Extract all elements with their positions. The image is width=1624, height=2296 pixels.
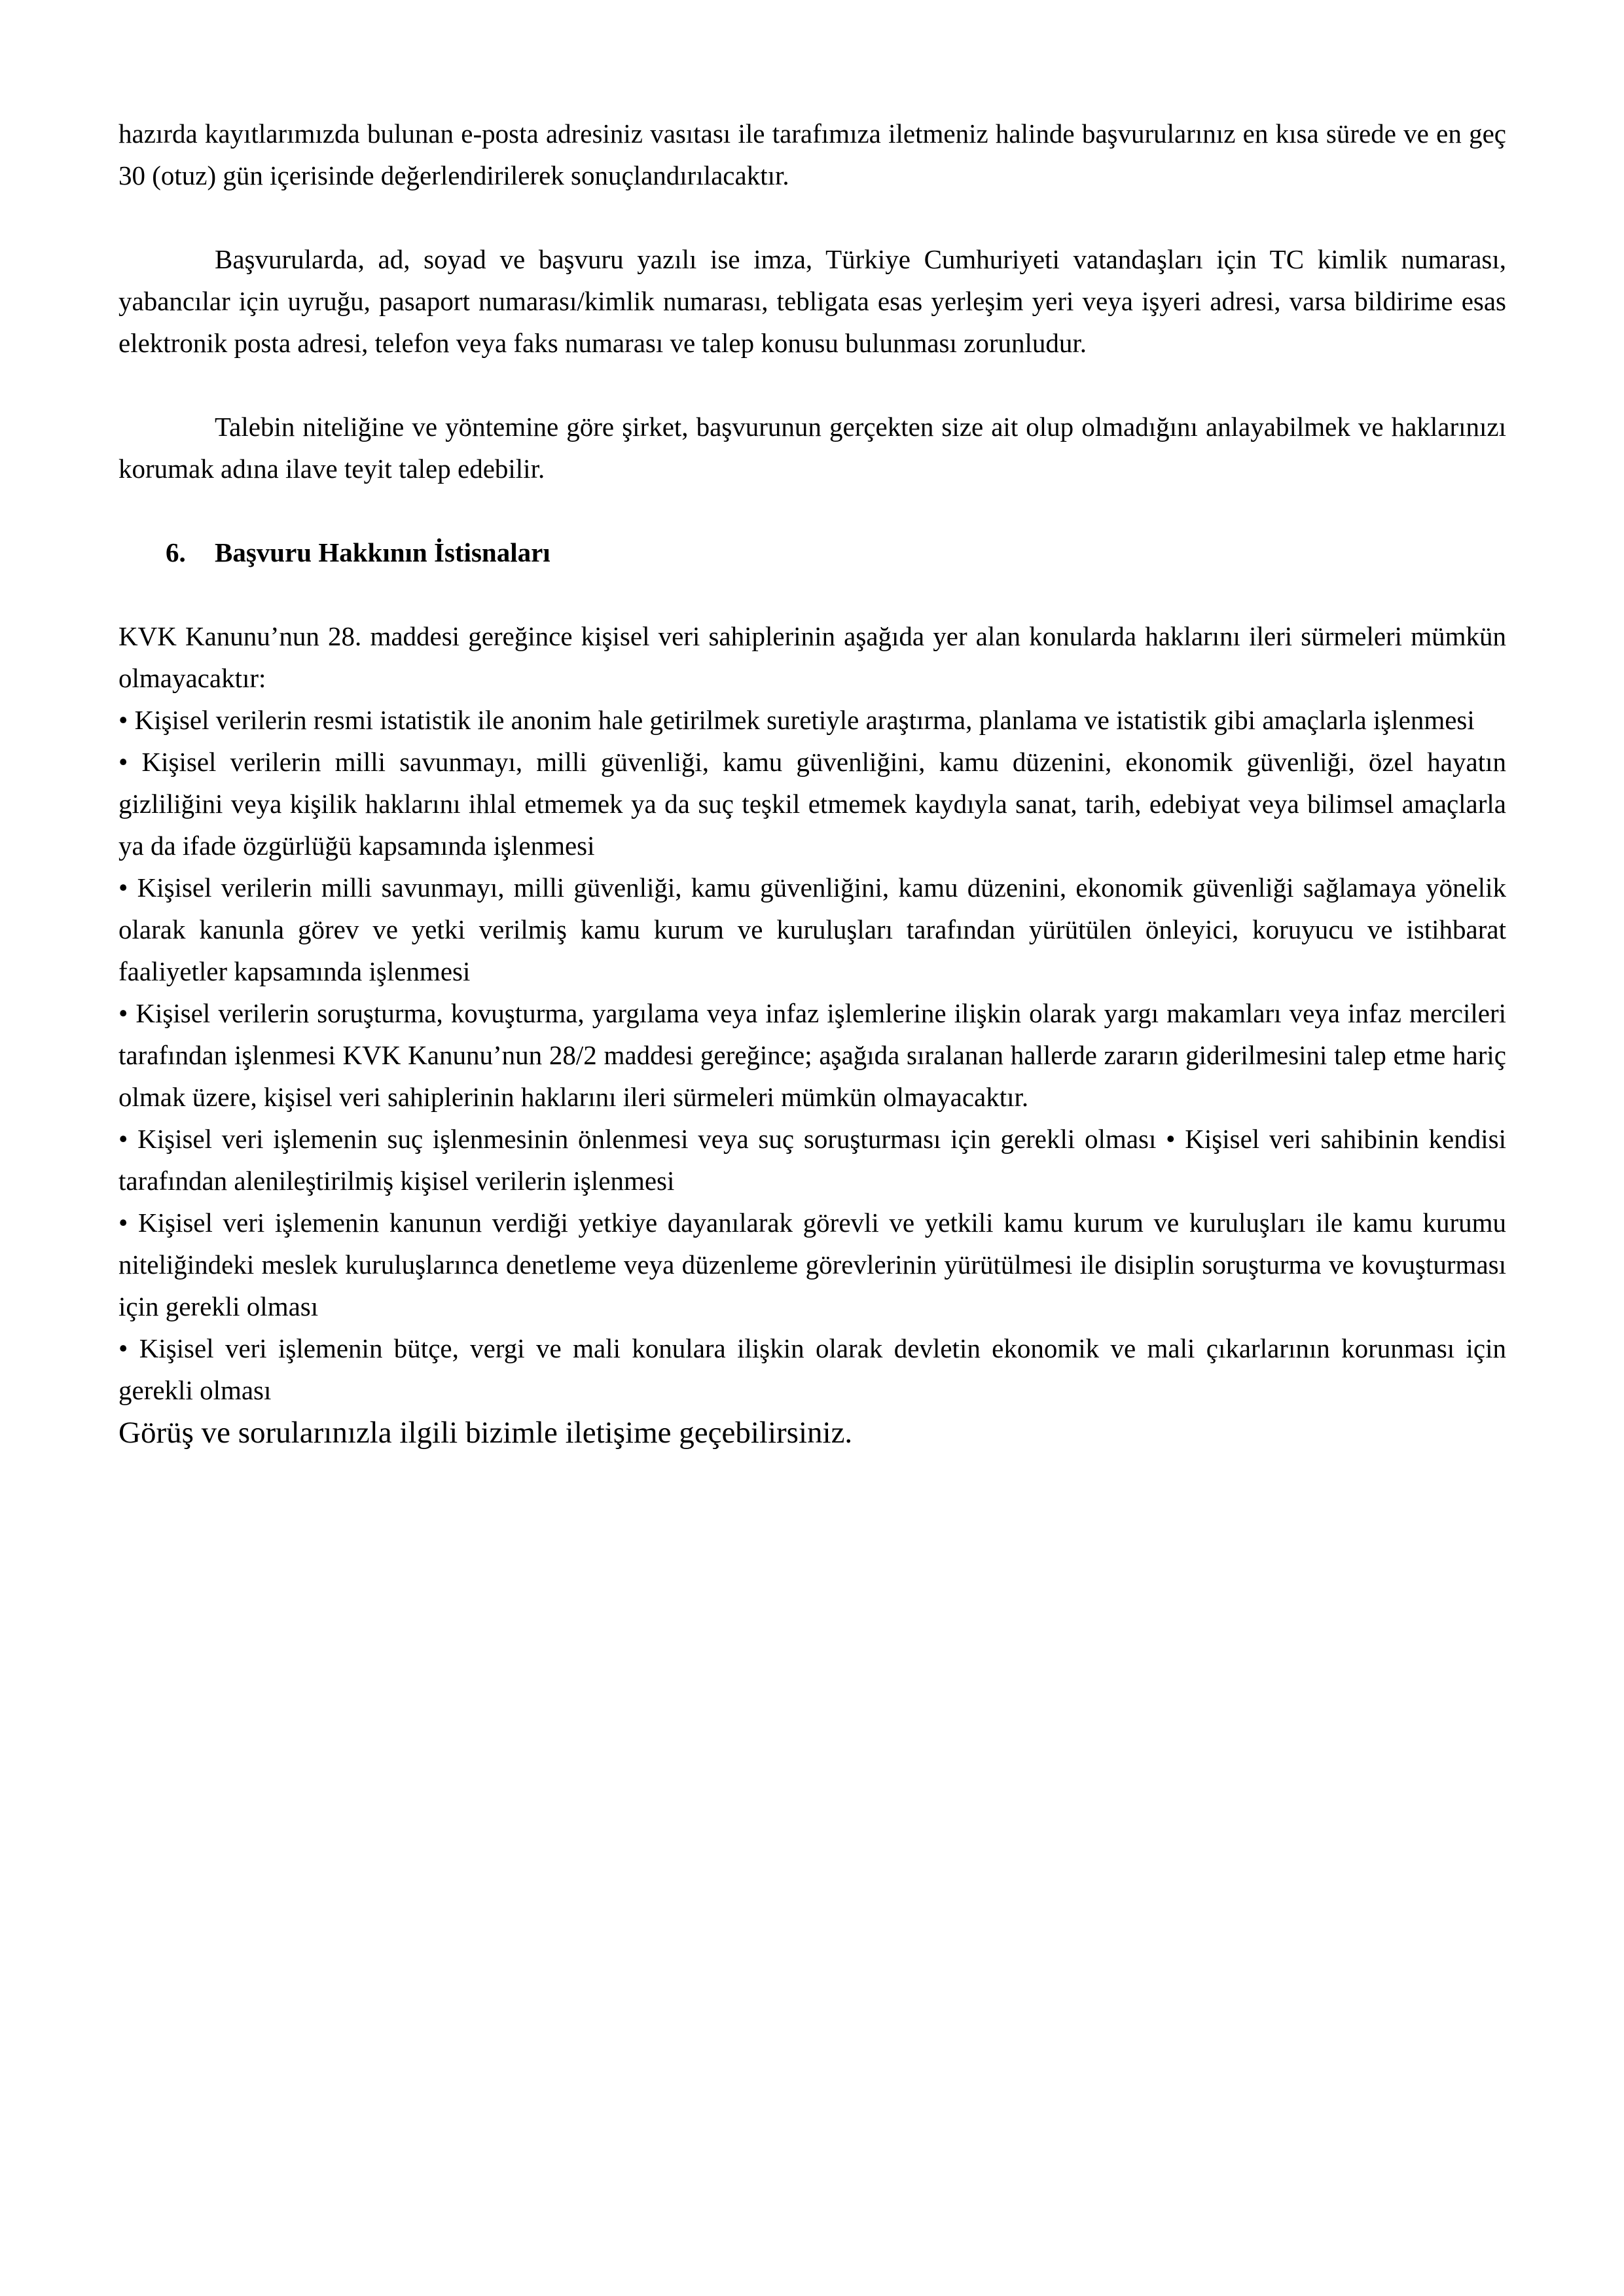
paragraph-intro: KVK Kanunu’nun 28. maddesi gereğince kişisel veri sahiplerinin aşağıda yer alan konularda haklarını ileri sürmeleri mümkün olmayacaktır: xyxy=(118,621,1506,693)
bullet-item-national-security: • Kişisel verilerin milli savunmayı, milli güvenliği, kamu güvenliğini, kamu düzenini, ekonomik güvenliği sağlamaya yönelik olarak kanunla görev ve yetki verilmiş kamu kurum ve kuruluşları tarafından yürütülen önleyici, koruyucu ve istihbarat faaliyetler kapsamında işlenmesi xyxy=(118,872,1506,986)
closing-line: Görüş ve sorularınızla ilgili bizimle iletişime geçebilirsiniz. xyxy=(118,1416,853,1450)
section-number: 6. xyxy=(166,537,186,567)
section-title: Başvuru Hakkının İstisnaları xyxy=(215,537,550,567)
bullet-item-judicial: • Kişisel verilerin soruşturma, kovuşturma, yargılama veya infaz işlemlerine ilişkin olarak yargı makamları veya infaz mercileri tarafından işlenmesi KVK Kanunu’nun 28/2 maddesi gereğince; aşağıda sıralanan hallerde zararın giderilmesini talep etme hariç olmak üzere, kişisel veri sahiplerinin haklarını ileri sürmeleri mümkün olmayacaktır. xyxy=(118,998,1506,1112)
paragraph-verification: Talebin niteliğine ve yöntemine göre şirket, başvurunun gerçekten size ait olup olmadığını anlayabilmek ve haklarınızı korumak adına ilave teyit talep edebilir. xyxy=(118,412,1506,484)
paragraph-application-response: hazırda kayıtlarımızda bulunan e-posta adresiniz vasıtası ile tarafımıza iletmeniz halinde başvurularınız en kısa sürede ve en geç 30 (otuz) gün içerisinde değerlendirilerek sonuçlandırılacaktır. xyxy=(118,118,1506,190)
bullet-item-crime-prevention: • Kişisel veri işlemenin suç işlenmesinin önlenmesi veya suç soruşturması için gerekli olması • Kişisel veri sahibinin kendisi tarafından alenileştirilmiş kişisel verilerin işlenmesi xyxy=(118,1124,1506,1196)
document-body xyxy=(118,113,1506,1454)
section-heading xyxy=(118,531,1506,573)
paragraph-application-requirements: Başvurularda, ad, soyad ve başvuru yazılı ise imza, Türkiye Cumhuriyeti vatandaşları için TC kimlik numarası, yabancılar için uyruğu, pasaport numarası/kimlik numarası, tebligata esas yerleşim yeri veya işyeri adresi, varsa bildirime esas elektronik posta adresi, telefon veya faks numarası ve talep konusu bulunması zorunludur. xyxy=(118,244,1506,358)
bullet-item-supervision: • Kişisel veri işlemenin kanunun verdiği yetkiye dayanılarak görevli ve yetkili kamu kurum ve kuruluşları ile kamu kurumu niteliğindeki meslek kuruluşlarınca denetleme veya düzenleme görevlerinin yürütülmesi ile disiplin soruşturma ve kovuşturması için gerekli olması xyxy=(118,1208,1506,1321)
bullet-item-budget-tax: • Kişisel veri işlemenin bütçe, vergi ve mali konulara ilişkin olarak devletin ekonomik ve mali çıkarlarının korunması için gerekli olması xyxy=(118,1333,1506,1405)
bullet-item-art-history: • Kişisel verilerin milli savunmayı, milli güvenliği, kamu güvenliğini, kamu düzenini, ekonomik güvenliği, özel hayatın gizliliğini veya kişilik haklarını ihlal etmemek ya da suç teşkil etmemek kaydıyla sanat, tarih, edebiyat veya bilimsel amaçlarla ya da ifade özgürlüğü kapsamında işlenmesi xyxy=(118,747,1506,861)
bullet-item-statistics: • Kişisel verilerin resmi istatistik ile anonim hale getirilmek suretiyle araştırma, planlama ve istatistik gibi amaçlarla işlenmesi xyxy=(118,705,1475,735)
